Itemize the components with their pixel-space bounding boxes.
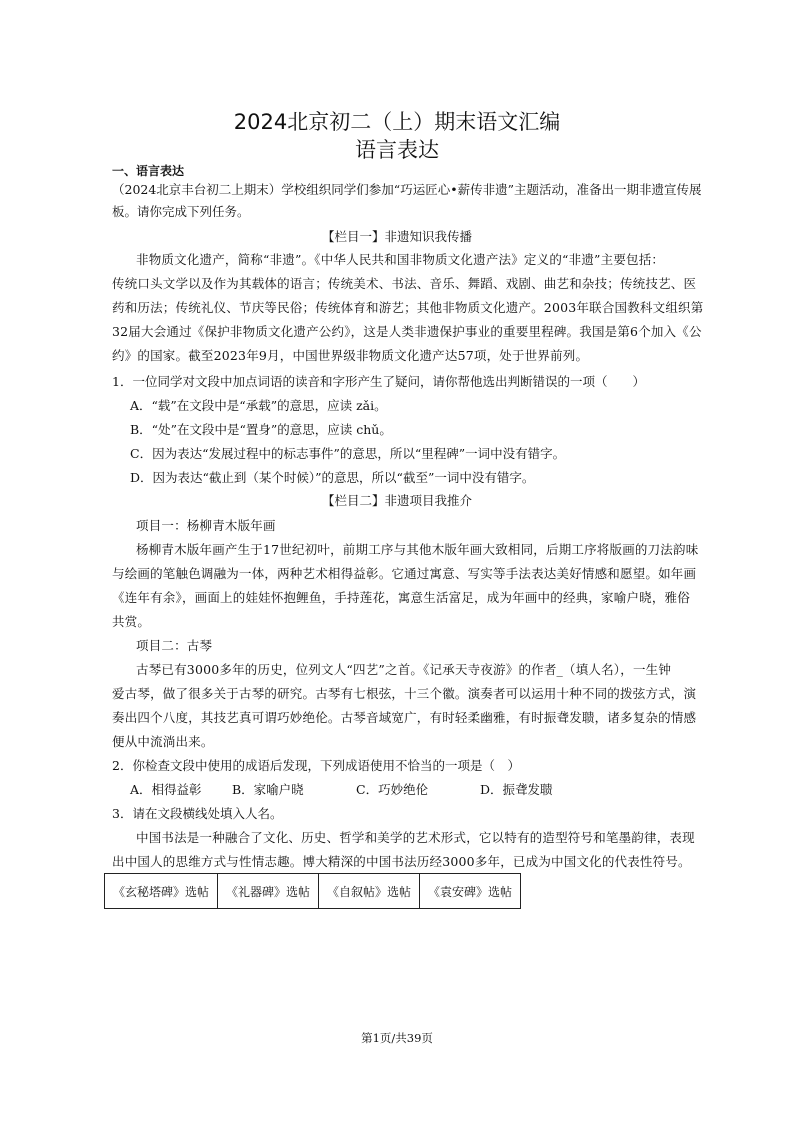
question-1-option-a: A．“载”在文段中是“承载”的意思，应读 zǎi。 <box>130 398 387 413</box>
question-2-option-d: D．振聋发聩 <box>480 782 553 797</box>
column1-para-line-5: 约》的国家。截至2023年9月，中国世界级非物质文化遗产达57项，处于世界前列。 <box>112 348 589 363</box>
section-heading: 一、语言表达 <box>112 164 185 178</box>
column2-title: 【栏目二】非遗项目我推介 <box>321 493 472 508</box>
project1-para-line-2: 与绘画的笔触色调融为一体，两种艺术相得益彰。它通过寓意、写实等手法表达美好情感和愿望。如年画 <box>112 566 697 581</box>
copybook-cell: 《袁安碑》选帖 <box>420 874 521 909</box>
copybook-cell: 《礼器碑》选帖 <box>218 874 319 909</box>
copybook-cell: 《玄秘塔碑》选帖 <box>105 874 218 909</box>
page-number: 第1页/共39页 <box>361 1031 433 1045</box>
project2-para-line-2: 爱古琴，做了很多关于古琴的研究。古琴有七根弦，十三个徽。演奏者可以运用十种不同的拨弦方式，演 <box>112 686 697 701</box>
column1-para-line-3: 药和历法；传统礼仪、节庆等民俗；传统体育和游艺；其他非物质文化遗产。2003年联合国教科文组织第 <box>112 300 704 315</box>
project2-para-line-4: 便从中流淌出来。 <box>112 734 214 749</box>
project2-para-line-3: 奏出四个八度，其技艺真可谓巧妙绝伦。古琴音域宽广，有时轻柔幽雅，有时振聋发聩，诸多复杂的情感 <box>112 710 697 725</box>
project1-para-line-3: 《连年有余》，画面上的娃娃怀抱鲤鱼，手持莲花，寓意生活富足，成为年画中的经典，家喻户晓，雅俗 <box>112 590 690 605</box>
intro-line-2: 板。请你完成下列任务。 <box>112 204 250 219</box>
question-1-option-c: C．因为表达“发展过程中的标志事件”的意思，所以“里程碑”一词中没有错字。 <box>130 446 566 461</box>
project1-para-line-1: 杨柳青木版年画产生于17世纪初叶，前期工序与其他木版年画大致相同，后期工序将版画的刀法韵味 <box>136 542 699 557</box>
column1-para-line-1: 非物质文化遗产，简称“非遗”。《中华人民共和国非物质文化遗产法》定义的“非遗”主要包括： <box>136 252 665 267</box>
question-2-option-b: B．家喻户晓 <box>232 782 304 797</box>
page-subtitle: 语言表达 <box>355 138 439 162</box>
project2-para-line-1: 古琴已有3000多年的历史，位列文人“四艺”之首。《记承天寺夜游》的作者_（填人名），一生钟 <box>136 662 672 677</box>
question-3-para-line-2: 出中国人的思维方式与性情志趣。博大精深的中国书法历经3000多年，已成为中国文化的代表性符号。 <box>112 854 691 869</box>
question-3-para-line-1: 中国书法是一种融合了文化、历史、哲学和美学的艺术形式，它以特有的造型符号和笔墨韵律，表现 <box>136 830 695 845</box>
project1-heading: 项目一：杨柳青木版年画 <box>136 518 276 533</box>
copybook-table <box>104 873 521 909</box>
question-2-option-a: A．相得益彰 <box>130 782 202 797</box>
column1-para-line-4: 32届大会通过《保护非物质文化遗产公约》，这是人类非遗保护事业的重要里程碑。我国是第6个加入《公 <box>112 324 702 339</box>
intro-line-1: （2024北京丰台初二上期末）学校组织同学们参加“巧运匠心•薪传非遗”主题活动，准备出一期非遗宣传展 <box>112 182 702 197</box>
column1-para-line-2: 传统口头文学以及作为其载体的语言；传统美术、书法、音乐、舞蹈、戏剧、曲艺和杂技；传统技艺、医 <box>112 276 697 291</box>
question-2-option-c: C．巧妙绝伦 <box>356 782 429 797</box>
copybook-cell: 《自叙帖》选帖 <box>319 874 420 909</box>
project1-para-line-4: 共赏。 <box>112 614 151 629</box>
column1-title: 【栏目一】非遗知识我传播 <box>321 229 472 244</box>
question-1-option-b: B．“处”在文段中是“置身”的意思，应读 chǔ。 <box>130 422 392 437</box>
project2-heading: 项目二：古琴 <box>136 638 213 653</box>
question-3-stem: 3．请在文段横线处填入人名。 <box>112 806 283 821</box>
page-title: 2024北京初二（上）期末语文汇编 <box>233 110 561 134</box>
copybook-row <box>105 874 521 909</box>
question-1-option-d: D．因为表达“截止到（某个时候）”的意思，所以“截至”一词中没有错字。 <box>130 470 535 485</box>
question-2-stem: 2．你检查文段中使用的成语后发现，下列成语使用不恰当的一项是（ ） <box>112 758 520 773</box>
question-1-stem: 1．一位同学对文段中加点词语的读音和字形产生了疑问，请你帮他选出判断错误的一项（ ） <box>112 374 645 389</box>
